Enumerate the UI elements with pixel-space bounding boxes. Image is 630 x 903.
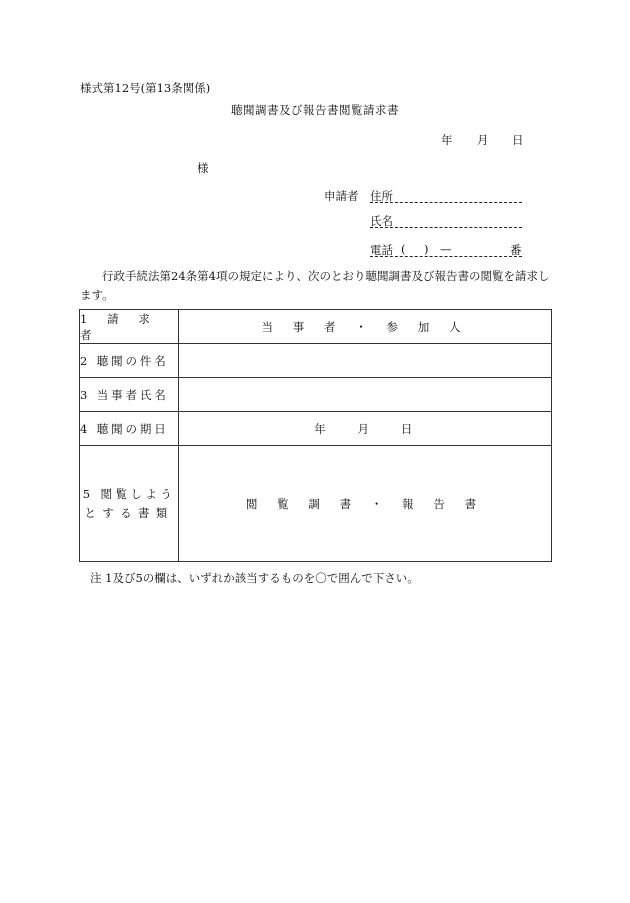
requester-label: 1 請 求 者 [80,310,179,344]
address-label: 住所 [370,189,393,203]
phone-open-paren: ( [401,242,406,256]
date-year-label: 年 [441,133,453,147]
phone-close-paren: ) [424,242,429,256]
request-table [79,309,552,562]
hearing-date-label: 4 聴聞の期日 [80,412,179,446]
date-day-label: 日 [512,133,524,147]
phone-suffix: 番 [510,243,522,257]
party-name-label: 3 当事者氏名 [80,378,179,412]
name-field[interactable] [370,227,522,228]
party-name-field[interactable] [179,378,552,412]
phone-field[interactable] [370,256,522,257]
hearing-date-field[interactable]: 年 月 日 [179,412,552,446]
addressee-honorific: 様 [197,161,209,175]
table-row [80,310,552,344]
hearing-subject-label: 2 聴聞の件名 [80,344,179,378]
document-type-label: 5 閲覧しよう とする書類 [80,446,179,562]
request-statement: 行政手続法第24条第4項の規定により、次のとおり聴聞調書及び報告書の閲覧を請求します。 [80,269,550,302]
date-month-label: 月 [477,133,489,147]
applicant-label: 申請者 [324,189,359,203]
document-title: 聴聞調書及び報告書閲覧請求書 [231,103,399,117]
form-number: 様式第12号(第13条関係) [80,81,211,95]
document-type-value[interactable]: 閲 覧 調 書 ・ 報 告 書 [179,446,552,562]
requester-value[interactable]: 当 事 者 ・ 参 加 人 [179,310,552,344]
table-row [80,378,552,412]
table-row [80,344,552,378]
phone-label: 電話 [370,243,393,257]
footnote: 注 1及び5の欄は、いずれか該当するものを〇で囲んで下さい。 [90,571,419,585]
table-row [80,446,552,562]
hearing-subject-field[interactable] [179,344,552,378]
phone-dash: — [440,242,452,256]
table-row [80,412,552,446]
address-field[interactable] [370,202,522,203]
name-label: 氏名 [370,214,393,228]
